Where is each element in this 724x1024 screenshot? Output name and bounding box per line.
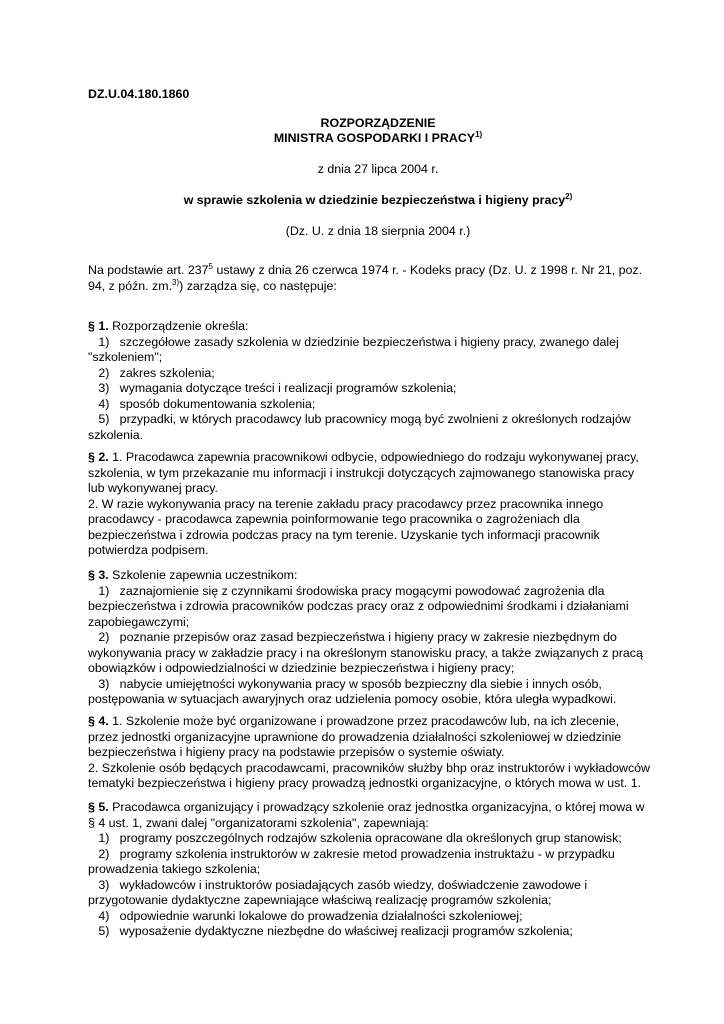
preamble: [88, 263, 648, 294]
section-line-text: bezpieczeństwa i zdrowia pracowników podczas pracy oraz z odpowiednimi środkami i działaniami: [88, 599, 629, 613]
section-line: [88, 319, 648, 335]
section-line-text: 2. Szkolenie osób będących pracodawcami, pracowników służby bhp oraz instruktorów i wykładowców: [88, 760, 650, 775]
section-line: [88, 646, 648, 662]
section-4: [88, 714, 648, 792]
preamble-text-d: ) zarządza się, co następuje:: [179, 278, 337, 293]
section-mark: § 3.: [88, 568, 109, 582]
section-line-text: szkolenia.: [88, 427, 144, 442]
section-line-text: potwierdza podpisem.: [88, 543, 209, 557]
section-line-text: 3) nabycie umiejętności wykonywania pracy w sposób bezpieczny dla siebie i innych osób,: [88, 676, 602, 691]
section-line-text: postępowania w sytuacjach awaryjnych oraz udzielenia pomocy osobie, która uległa wypadkowi.: [88, 692, 617, 706]
section-line-text: bezpieczeństwa i zdrowia podczas pracy na tym terenie. Uzyskanie tych informacji pracownik: [88, 527, 600, 542]
section-line: [88, 831, 648, 847]
section-line-text: 1. Szkolenie może być organizowane i prowadzone przez pracodawców lub, na ich zlecenie,: [108, 714, 620, 728]
section-line: [88, 909, 648, 925]
section-line-text: 5) przypadki, w których pracodawcy lub pracownicy mogą być zwolnieni z określonych rodzajów: [88, 412, 631, 426]
subject-text: w sprawie szkolenia w dziedzinie bezpieczeństwa i higieny pracy: [183, 193, 566, 207]
section-line: [88, 366, 648, 382]
section-line: [88, 512, 648, 528]
section-line-text: 3) wymagania dotyczące treści i realizacji programów szkolenia;: [88, 381, 457, 395]
section-line: [88, 568, 648, 584]
section-line: [88, 335, 648, 351]
section-line: [88, 543, 648, 559]
section-line: [88, 584, 648, 600]
title-line-2-text: MINISTRA GOSPODARKI I PRACY: [273, 131, 476, 145]
section-mark: § 4.: [88, 714, 109, 728]
section-line-text: Szkolenie zapewnia uczestnikom:: [108, 568, 298, 582]
document-id: DZ.U.04.180.1860: [88, 87, 190, 101]
preamble-line-1: [88, 263, 648, 279]
section-line-text: przez jednostki organizacyjne uprawnione do prowadzenia działalności szkoleniowej w dziedzinie: [88, 729, 622, 744]
section-line-text: szkolenia, w tym przekazanie mu informacji i instrukcji dotyczących zajmowanego stanowiska pracy: [88, 465, 635, 480]
section-line: [88, 599, 648, 615]
section-line: [88, 381, 648, 397]
section-line: [88, 428, 648, 444]
section-line-text: wykonywania pracy w zakładzie pracy i na określonym stanowisku pracy, a także związanych z pracą: [88, 645, 643, 660]
section-line-text: 1) szczegółowe zasady szkolenia w dziedzinie bezpieczeństwa i higieny pracy, zwanego dalej: [88, 334, 619, 349]
section-line: [88, 800, 648, 816]
section-line-text: Pracodawca organizujący i prowadzący szkolenie oraz jednostka organizacyjna, o której mowa w: [108, 800, 645, 814]
preamble-text-a: Na podstawie art. 237: [88, 263, 209, 277]
section-line: [88, 761, 648, 777]
title-footnote-ref: 1): [475, 130, 483, 139]
section-line: [88, 481, 648, 497]
section-line: [88, 816, 648, 832]
section-line-text: 4) sposób dokumentowania szkolenia;: [88, 396, 316, 411]
section-line-text: obowiązków i odpowiedzialności w dziedzinie bezpieczeństwa i higieny pracy;: [88, 661, 515, 675]
section-line-text: 1) programy poszczególnych rodzajów szkolenia opracowane dla określonych grup stanowisk;: [88, 831, 622, 845]
section-line: [88, 630, 648, 646]
section-line: [88, 450, 648, 466]
section-mark: § 2.: [88, 450, 109, 464]
document-subject: [88, 193, 668, 209]
section-line: [88, 350, 648, 366]
section-line: [88, 661, 648, 677]
section-line: [88, 745, 648, 761]
section-line-text: 2. W razie wykonywania pracy na terenie zakładu pracy pracodawcy przez pracownika innego: [88, 496, 604, 511]
section-line: [88, 397, 648, 413]
section-line-text: prowadzenia takiego szkolenia;: [88, 862, 261, 876]
section-line-text: Rozporządzenie określa:: [108, 319, 249, 333]
section-line: [88, 412, 648, 428]
title-line-1: ROZPORZĄDZENIE: [320, 116, 436, 130]
preamble-text-b: ustawy z dnia 26 czerwca 1974 r. - Kodeks pracy (Dz. U. z 1998 r. Nr 21, poz.: [213, 263, 643, 277]
preamble-text-c: 94, z późn. zm.: [88, 278, 173, 293]
section-line: [88, 528, 648, 544]
section-line: [88, 847, 648, 863]
section-line: [88, 730, 648, 746]
section-1: [88, 319, 648, 443]
section-line: [88, 862, 648, 878]
section-line: [88, 692, 648, 708]
preamble-sup-a: 5: [208, 262, 213, 271]
section-2: [88, 450, 648, 559]
section-mark: § 5.: [88, 800, 109, 814]
section-line-text: 1. Pracodawca zapewnia pracownikowi odbycie, odpowiedniego do rodzaju wykonywanej pracy,: [108, 450, 639, 464]
subject-footnote-ref: 2): [565, 192, 573, 201]
section-line-text: 1) zaznajomienie się z czynnikami środowiska pracy mogącymi powodować zagrożenia dla: [88, 583, 605, 598]
section-line: [88, 893, 648, 909]
section-mark: § 1.: [88, 319, 109, 333]
section-line-text: 2) zakres szkolenia;: [88, 365, 215, 380]
section-line-text: 2) programy szkolenia instruktorów w zakresie metod prowadzenia instruktażu - w przypadku: [88, 846, 615, 861]
section-line: [88, 466, 648, 482]
section-line: [88, 878, 648, 894]
section-line: [88, 615, 648, 631]
section-3: [88, 568, 648, 708]
preamble-line-2: [88, 279, 648, 295]
section-line: [88, 497, 648, 513]
section-line: [88, 776, 648, 792]
section-line-text: § 4 ust. 1, zwani dalej "organizatorami szkolenia", zapewniają:: [88, 815, 429, 830]
section-line-text: zapobiegawczymi;: [88, 614, 190, 629]
section-line: [88, 677, 648, 693]
section-line-text: 4) odpowiednie warunki lokalowe do prowadzenia działalności szkoleniowej;: [88, 908, 523, 923]
section-line-text: 5) wyposażenie dydaktyczne niezbędne do właściwej realizacji programów szkolenia;: [88, 924, 573, 938]
section-line-text: tematyki bezpieczeństwa i higieny pracy prowadzą jednostki organizacyjne, o których mowa w ust. 1.: [88, 776, 642, 790]
section-line-text: "szkoleniem";: [88, 350, 163, 364]
section-line: [88, 714, 648, 730]
preamble-sup-c: 3): [172, 277, 180, 287]
section-5: [88, 800, 648, 940]
document-date: z dnia 27 lipca 2004 r.: [317, 162, 439, 176]
section-line-text: przygotowanie dydaktyczne zapewniające właściwą realizację programów szkolenia;: [88, 893, 552, 907]
section-line-text: lub wykonywanej pracy.: [88, 481, 218, 495]
title-line-2: [88, 131, 668, 147]
section-line-text: 3) wykładowców i instruktorów posiadających zasób wiedzy, doświadczenie zawodowe i: [88, 877, 588, 892]
section-line: [88, 924, 648, 940]
publication-reference: (Dz. U. z dnia 18 sierpnia 2004 r.): [285, 224, 471, 238]
section-line-text: pracodawcy - pracodawca zapewnia poinformowanie tego pracownika o zagrożeniach dla: [88, 512, 580, 526]
section-line-text: bezpieczeństwa i higieny pracy na podstawie przepisów o systemie oświaty.: [88, 745, 505, 759]
section-line-text: 2) poznanie przepisów oraz zasad bezpieczeństwa i higieny pracy w zakresie niezbędnym do: [88, 630, 617, 644]
